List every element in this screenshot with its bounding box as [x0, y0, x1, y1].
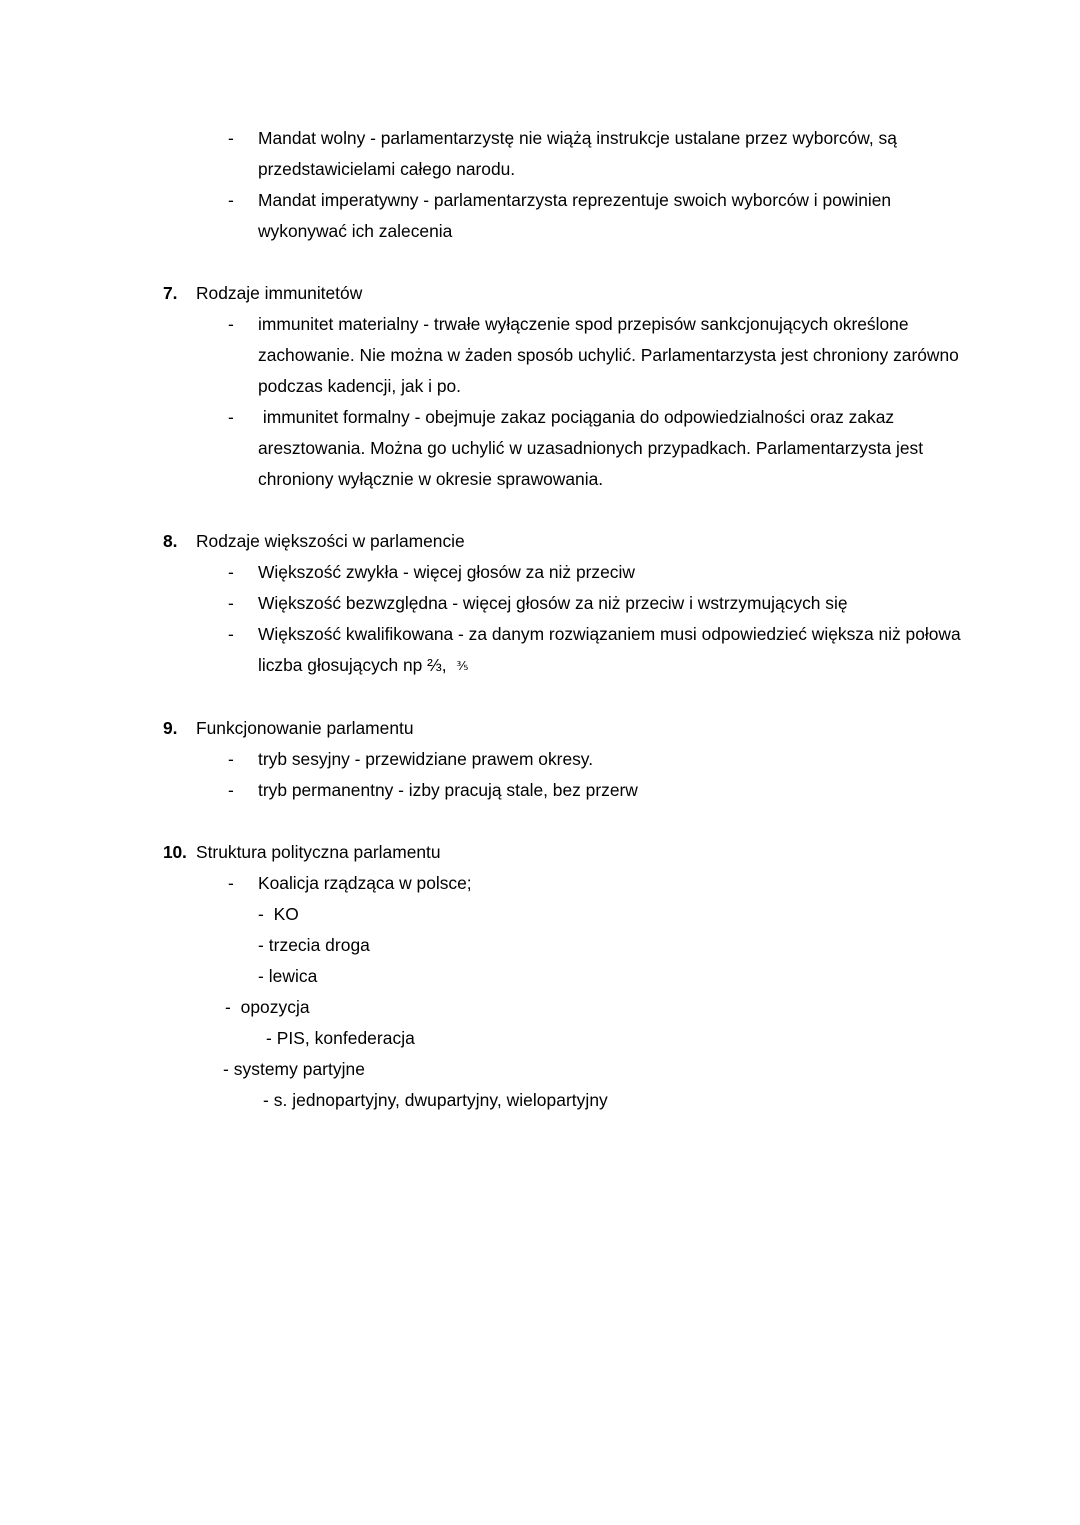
section-title: Rodzaje większości w parlamencie [196, 531, 465, 551]
dash-bullet-icon: - [228, 562, 234, 582]
list-item [228, 402, 963, 495]
section-title: Rodzaje immunitetów [196, 283, 363, 303]
section-title: Struktura polityczna parlamentu [196, 842, 441, 862]
dash-bullet-icon: - [228, 314, 234, 334]
numbered-section-heading [163, 837, 963, 868]
section-number: 10. [163, 842, 187, 862]
list-item-text: immunitet formalny - obejmuje zakaz pociągania do odpowiedzialności oraz zakaz aresztowania. Można go uchylić w uzasadnionych przypadkach. Parlamentarzysta jest chroniony wyłącznie w okresie sprawowania. [258, 407, 928, 489]
dash-bullet-icon: - [228, 749, 234, 769]
list-item [228, 185, 963, 247]
list-item-coalition-party: - lewica [258, 966, 318, 986]
list-item [228, 744, 963, 775]
list-item-party-systems: - systemy partyjne [223, 1059, 365, 1079]
dash-bullet-icon: - [228, 407, 234, 427]
list-item [228, 868, 963, 899]
list-item-text: tryb permanentny - izby pracują stale, bez przerw [258, 780, 638, 800]
list-item-text [258, 619, 966, 682]
document-body [163, 123, 966, 1116]
section-title: Funkcjonowanie parlamentu [196, 718, 414, 738]
dash-bullet-icon: - [228, 593, 234, 613]
list-item-opposition-party: - PIS, konfederacja [266, 1028, 415, 1048]
fraction-three-fifths: ⅗ [456, 659, 469, 673]
list-item [228, 619, 966, 682]
list-item-text: Mandat wolny - parlamentarzystę nie wiążą instrukcje ustalane przez wyborców, są przedstawicielami całego narodu. [258, 128, 902, 179]
section-spacer [163, 806, 963, 837]
list-item-coalition-party: - trzecia droga [258, 935, 370, 955]
numbered-section-heading [163, 526, 963, 557]
numbered-section-heading [163, 713, 963, 744]
list-item-opposition: - opozycja [225, 997, 310, 1017]
list-item-text: Mandat imperatywny - parlamentarzysta reprezentuje swoich wyborców i powinien wykonywać ich zalecenia [258, 190, 896, 241]
fraction-two-thirds: ⅔ [427, 655, 442, 675]
section-number: 9. [163, 718, 178, 738]
list-item-text: tryb sesyjny - przewidziane prawem okresy. [258, 749, 594, 769]
fraction-separator: , [441, 655, 457, 675]
list-item [228, 775, 963, 806]
dash-bullet-icon: - [228, 190, 234, 210]
list-item [228, 123, 963, 185]
list-item [228, 309, 963, 402]
list-item-text: Większość zwykła - więcej głosów za niż przeciw [258, 562, 635, 582]
dash-bullet-icon: - [228, 780, 234, 800]
section-spacer [163, 682, 963, 713]
numbered-section-heading [163, 278, 963, 309]
dash-bullet-icon: - [228, 873, 234, 893]
list-item-text-main: Większość kwalifikowana - za danym rozwiązaniem musi odpowiedzieć większa niż połowa liczba głosujących np [258, 624, 966, 675]
list-item-text: Koalicja rządząca w polsce; [258, 873, 472, 893]
list-item-text: immunitet materialny - trwałe wyłączenie spod przepisów sankcjonujących określone zachowanie. Nie można w żaden sposób uchylić. Parlamentarzysta jest chroniony zarówno podczas kadencji, jak i po. [258, 314, 964, 396]
list-item-coalition-party: - KO [258, 904, 299, 924]
list-item [228, 588, 963, 619]
section-spacer [163, 495, 963, 526]
section-spacer [163, 247, 963, 278]
section-number: 7. [163, 283, 178, 303]
list-item-text: Większość bezwzględna - więcej głosów za niż przeciw i wstrzymujących się [258, 593, 848, 613]
list-item-party-systems-detail: - s. jednopartyjny, dwupartyjny, wielopartyjny [263, 1090, 608, 1110]
section-number: 8. [163, 531, 178, 551]
dash-bullet-icon: - [228, 624, 234, 644]
dash-bullet-icon: - [228, 128, 234, 148]
list-item [228, 557, 963, 588]
